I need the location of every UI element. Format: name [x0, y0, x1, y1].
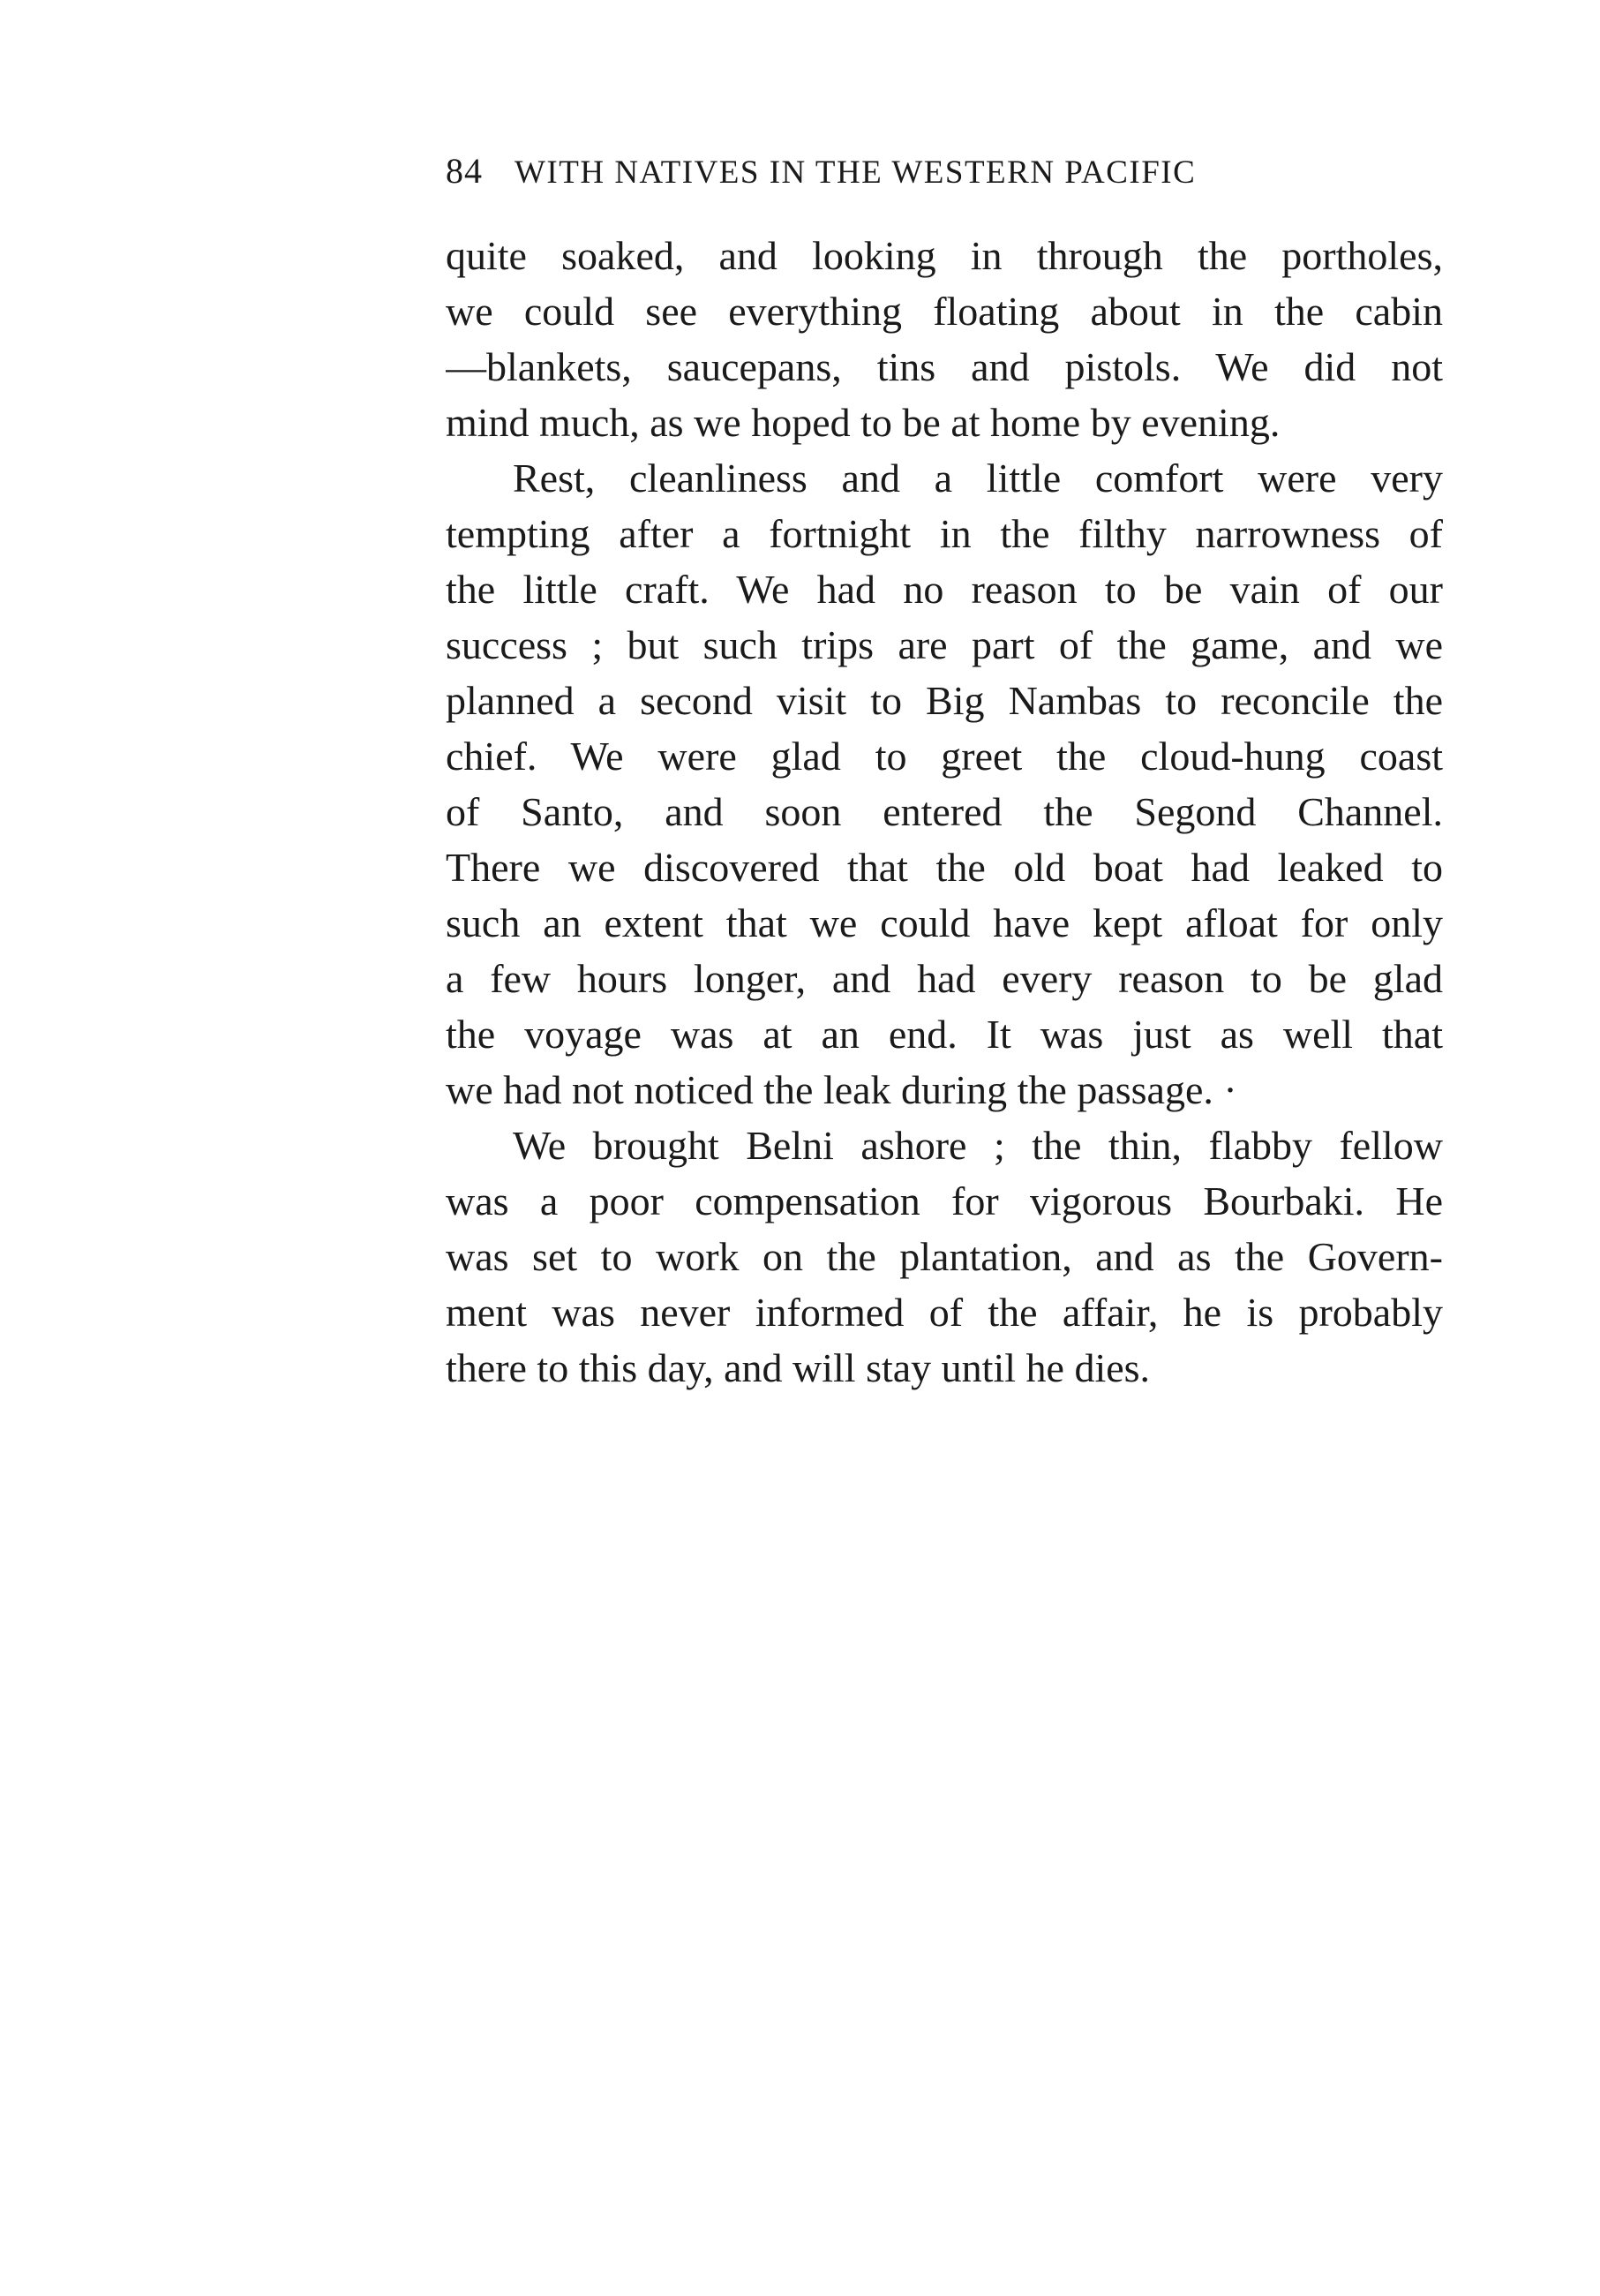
- page-number: 84: [446, 151, 483, 191]
- running-head: [446, 150, 1443, 203]
- text-line: such an extent that we could have kept afloat for only: [446, 900, 1443, 945]
- text-line: There we discovered that the old boat had leaked to: [446, 845, 1443, 890]
- text-line: a few hours longer, and had every reason to be glad: [446, 956, 1443, 1001]
- text-line: was set to work on the plantation, and as the Govern-: [446, 1234, 1443, 1279]
- text-line: We brought Belni ashore ; the thin, flabby fellow: [513, 1123, 1443, 1168]
- text-line: of Santo, and soon entered the Segond Channel.: [446, 789, 1443, 834]
- text-line: the voyage was at an end. It was just as well that: [446, 1012, 1443, 1057]
- text-line: —blankets, saucepans, tins and pistols. We did not: [446, 344, 1443, 389]
- paragraph: [446, 1118, 1443, 1396]
- text-line: ment was never informed of the affair, he is probably: [446, 1290, 1443, 1335]
- running-title: WITH NATIVES IN THE WESTERN PACIFIC: [515, 154, 1197, 191]
- text-line: we had not noticed the leak during the passage. ·: [446, 1067, 1237, 1112]
- text-line: we could see everything floating about in the cabin: [446, 289, 1443, 334]
- text-line: there to this day, and will stay until he dies.: [446, 1345, 1151, 1390]
- text-line: planned a second visit to Big Nambas to reconcile the: [446, 678, 1443, 723]
- body-text: [446, 228, 1443, 1396]
- paragraph: [446, 228, 1443, 450]
- text-line: success ; but such trips are part of the game, and we: [446, 622, 1443, 667]
- text-line: Rest, cleanliness and a little comfort were very: [513, 455, 1443, 501]
- text-line: mind much, as we hoped to be at home by evening.: [446, 400, 1281, 445]
- text-line: tempting after a fortnight in the filthy narrowness of: [446, 511, 1443, 556]
- text-line: chief. We were glad to greet the cloud-hung coast: [446, 734, 1443, 779]
- text-line: was a poor compensation for vigorous Bourbaki. He: [446, 1178, 1443, 1223]
- text-line: quite soaked, and looking in through the portholes,: [446, 233, 1443, 278]
- paragraph: [446, 450, 1443, 1118]
- text-line: the little craft. We had no reason to be vain of our: [446, 567, 1443, 612]
